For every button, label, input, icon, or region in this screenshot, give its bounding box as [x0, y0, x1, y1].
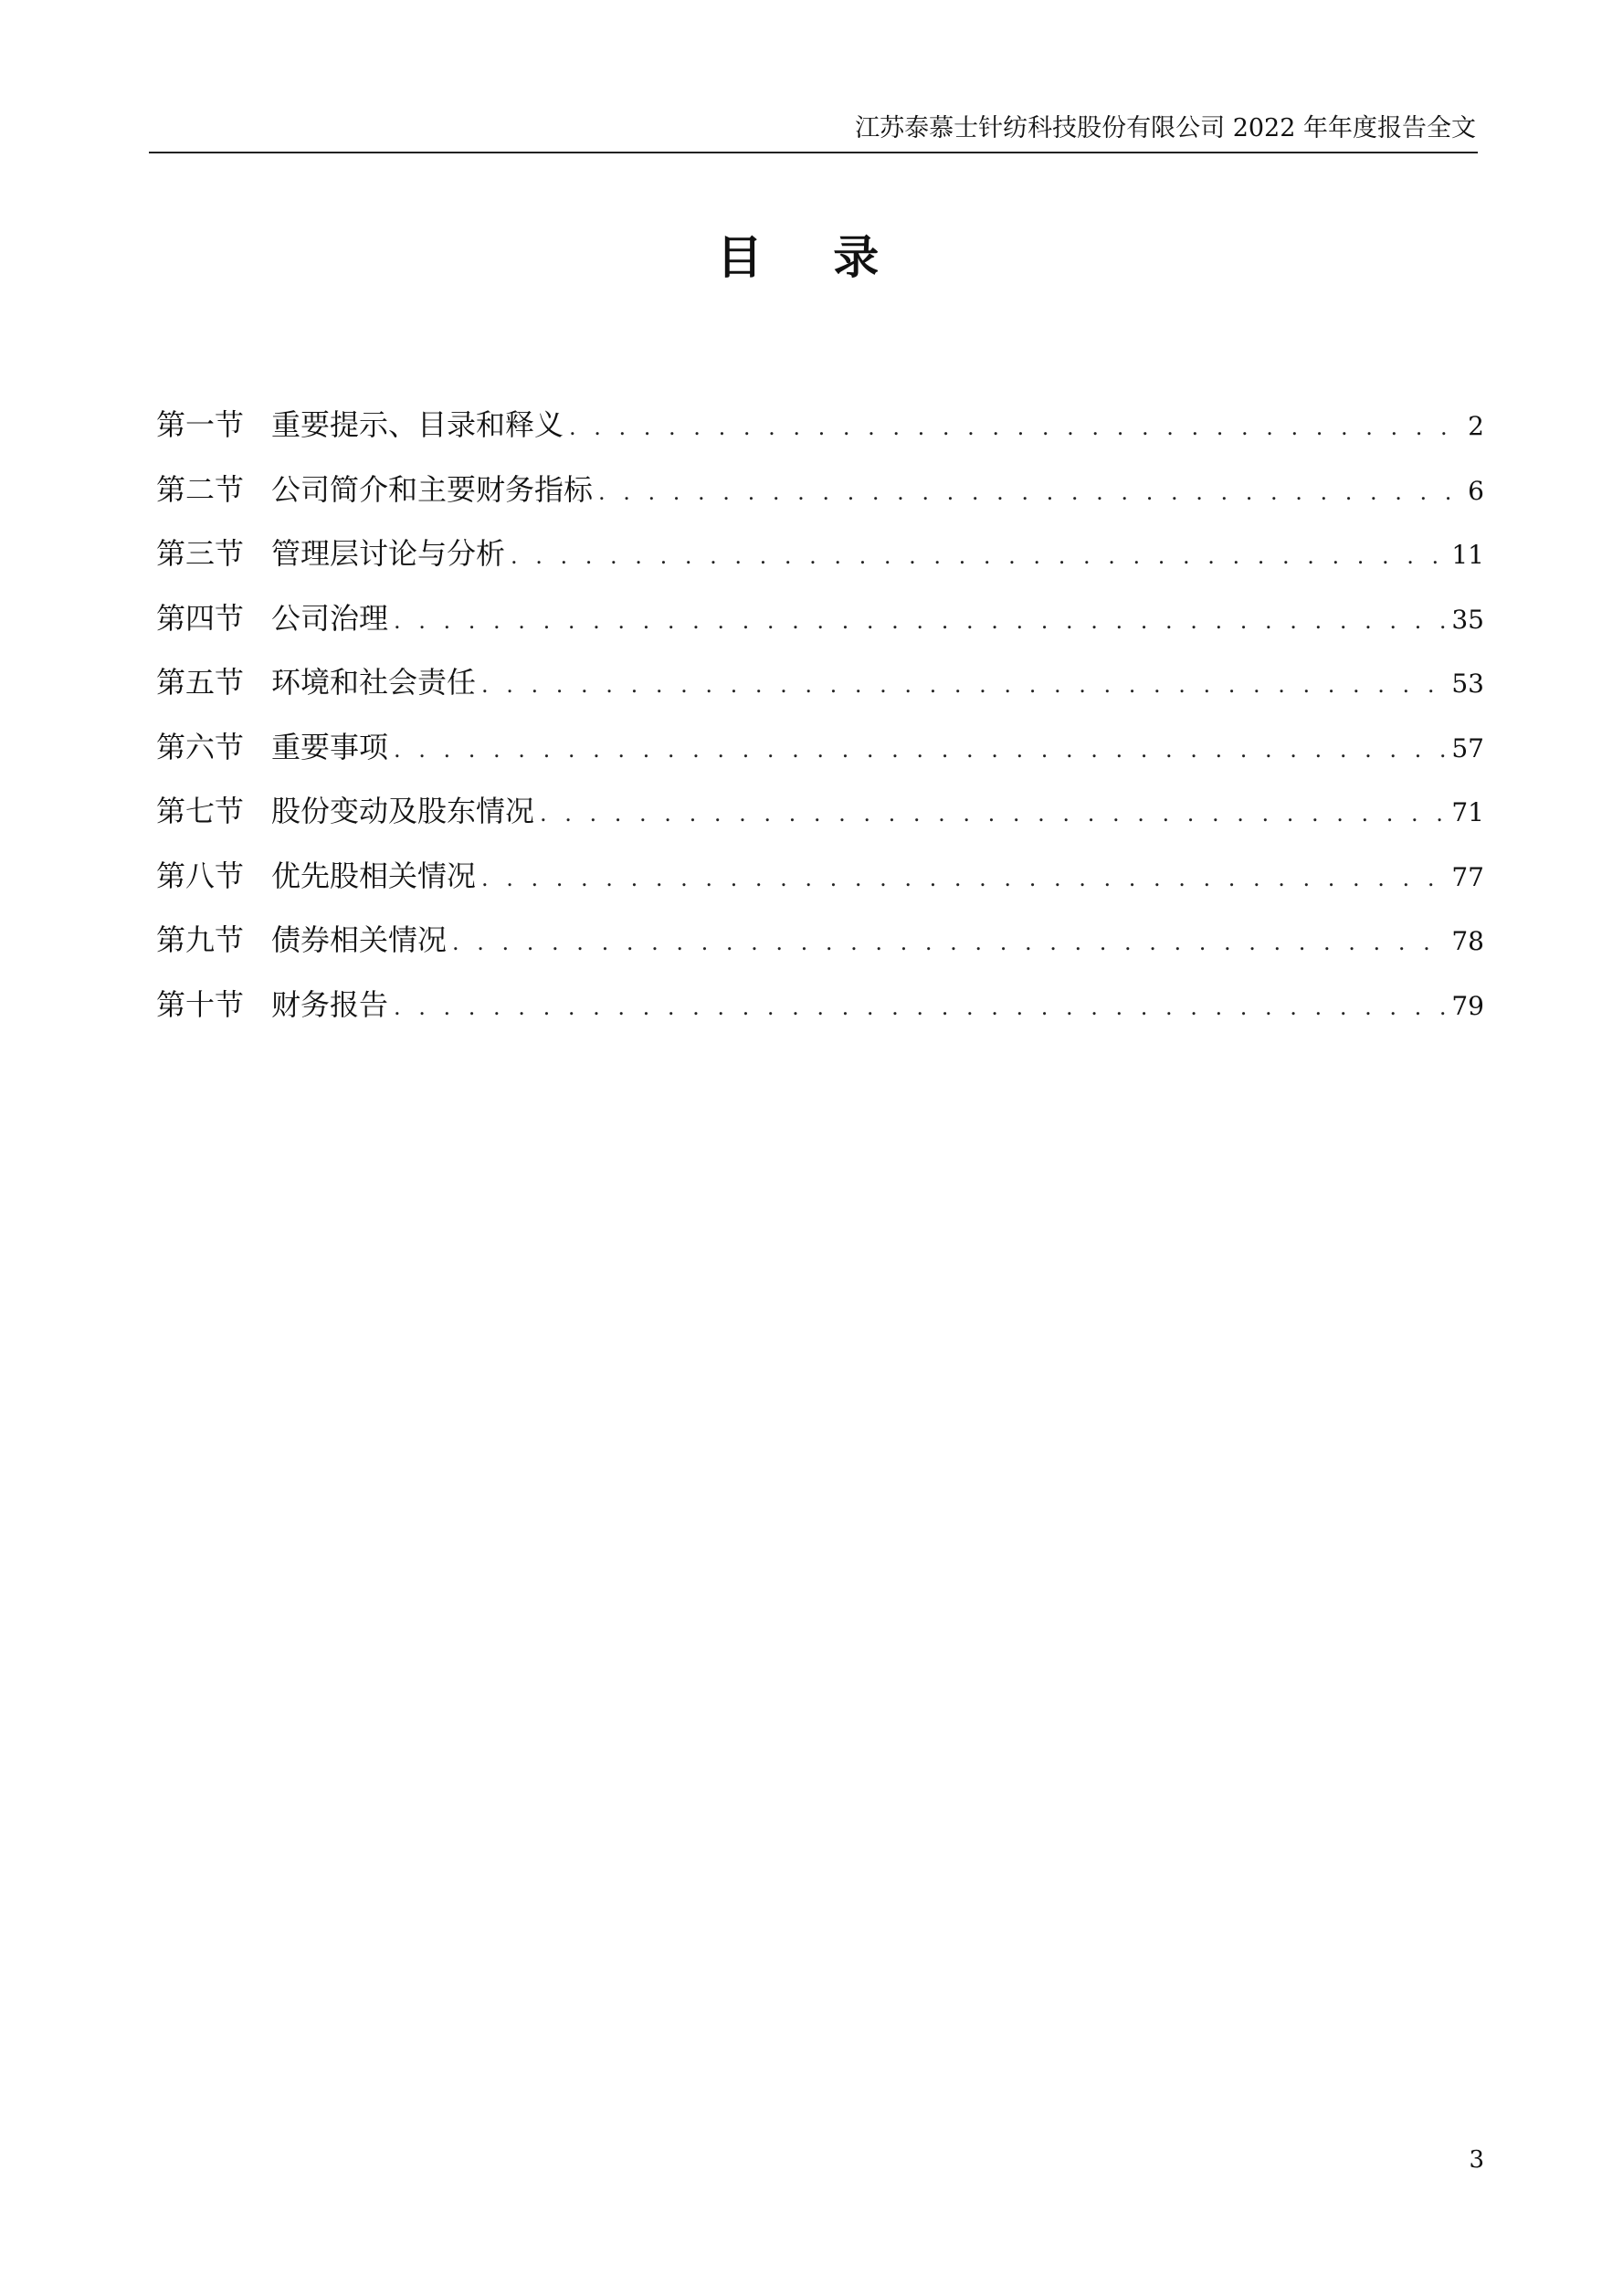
table-of-contents — [156, 405, 1484, 1048]
toc-section-number: 第五节 — [156, 665, 245, 700]
toc-section-title: 优先股相关情况 — [271, 858, 477, 893]
toc-section-title: 公司治理 — [271, 600, 389, 636]
toc-page-number: 79 — [1451, 990, 1484, 1021]
toc-section-number: 第十节 — [156, 986, 245, 1022]
toc-dot-leader — [394, 730, 1448, 770]
toc-section-title: 公司简介和主要财务指标 — [271, 471, 594, 507]
toc-dot-leader — [394, 601, 1448, 641]
toc-section-number: 第一节 — [156, 407, 245, 442]
toc-section-number: 第三节 — [156, 536, 245, 571]
toc-section-number: 第八节 — [156, 858, 245, 893]
toc-page-number: 78 — [1451, 926, 1484, 956]
toc-section-title: 环境和社会责任 — [271, 665, 477, 700]
toc-page-number: 2 — [1468, 411, 1484, 441]
toc-section-title: 管理层讨论与分析 — [271, 536, 506, 571]
toc-page-number: 57 — [1451, 732, 1484, 764]
toc-dot-leader — [511, 536, 1448, 576]
toc-entry[interactable] — [156, 727, 1484, 792]
toc-dot-leader — [598, 472, 1449, 512]
toc-section-number: 第七节 — [156, 794, 245, 828]
header-title: 江苏泰慕士针纺科技股份有限公司 2022 年年度报告全文 — [855, 114, 1476, 142]
toc-dot-leader — [452, 922, 1448, 963]
toc-section-title: 重要提示、目录和释义 — [271, 407, 564, 442]
toc-section-number: 第二节 — [156, 471, 245, 507]
toc-entry[interactable] — [156, 662, 1484, 727]
toc-dot-leader — [569, 407, 1449, 448]
toc-section-title: 债券相关情况 — [271, 922, 448, 957]
toc-section-number: 第九节 — [156, 922, 245, 957]
toc-entry[interactable] — [156, 598, 1484, 663]
toc-entry[interactable] — [156, 920, 1484, 985]
toc-entry[interactable] — [156, 856, 1484, 921]
toc-page-number: 53 — [1451, 669, 1484, 699]
toc-dot-leader — [481, 858, 1448, 899]
toc-entry[interactable] — [156, 985, 1484, 1049]
toc-section-title: 财务报告 — [271, 986, 389, 1022]
toc-dot-leader — [394, 987, 1448, 1027]
toc-entry[interactable] — [156, 405, 1484, 469]
toc-section-title: 股份变动及股东情况 — [271, 794, 535, 828]
toc-section-number: 第六节 — [156, 729, 245, 764]
toc-page-number: 71 — [1451, 797, 1484, 827]
toc-dot-leader — [540, 794, 1448, 834]
toc-dot-leader — [481, 665, 1448, 705]
toc-entry[interactable] — [156, 533, 1484, 598]
toc-entry[interactable] — [156, 469, 1484, 534]
running-header — [149, 113, 1478, 153]
toc-page-number: 6 — [1468, 475, 1484, 506]
page-title: 目 录 — [716, 231, 907, 284]
toc-page-number: 35 — [1451, 604, 1484, 635]
page-number: 3 — [1469, 2146, 1484, 2174]
toc-section-title: 重要事项 — [271, 729, 389, 764]
toc-section-number: 第四节 — [156, 600, 245, 636]
toc-page-number: 11 — [1451, 540, 1484, 570]
toc-entry[interactable] — [156, 791, 1484, 856]
toc-page-number: 77 — [1451, 861, 1484, 892]
